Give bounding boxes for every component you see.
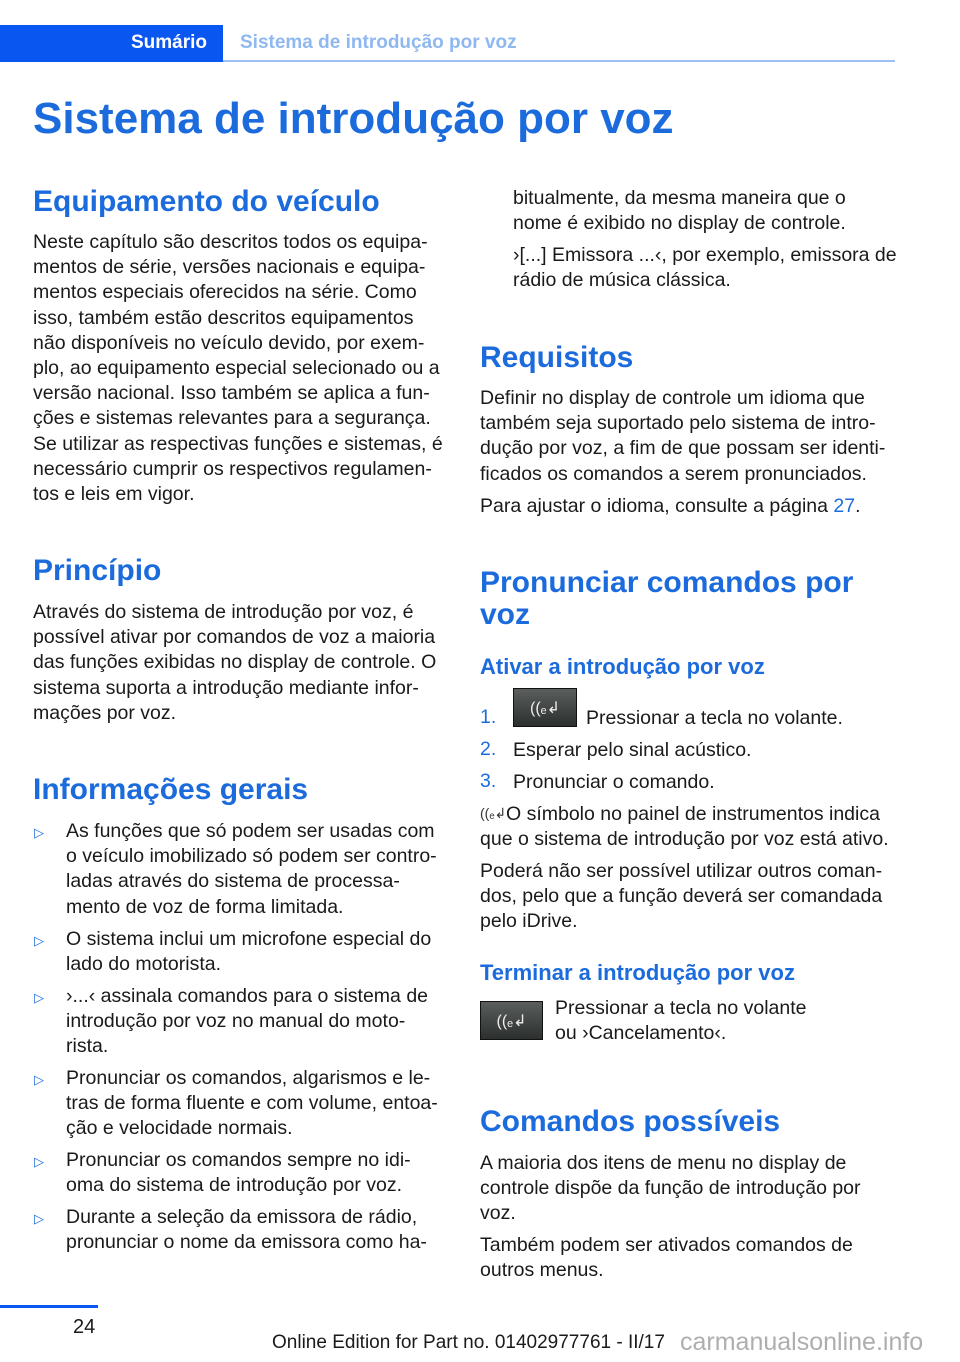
text-line: sistema suporta a introdução mediante infor- <box>33 676 419 699</box>
text-line: o veículo imobilizado só podem ser contro- <box>66 845 437 868</box>
bullet-icon: ▷ <box>34 1211 44 1226</box>
heading-principio: Princípio <box>33 554 162 587</box>
text-line: tras de forma fluente e com volume, entoa- <box>66 1092 438 1115</box>
breadcrumb[interactable]: Sistema de introdução por voz <box>240 32 517 53</box>
text-line: ções e sistemas relevantes para a segurança. <box>33 407 431 430</box>
bullet-icon: ▷ <box>34 990 44 1005</box>
text-line: ção e velocidade normais. <box>66 1117 293 1140</box>
footer-divider <box>0 1305 98 1308</box>
paragraph-comandos <box>480 1151 861 1227</box>
heading-terminar: Terminar a introdução por voz <box>480 960 795 985</box>
voice-button-image <box>513 688 577 727</box>
text-line: Poderá não ser possível utilizar outros coman- <box>480 860 883 882</box>
step-number: 2. <box>480 738 497 760</box>
paragraph-equipamento <box>33 230 443 507</box>
step-text: Esperar pelo sinal acústico. <box>513 739 752 761</box>
text-line: Pronunciar os comandos sempre no idi- <box>66 1149 411 1171</box>
voice-command-icon: ((ₑ↲ <box>529 699 560 717</box>
text-line: Neste capítulo são descritos todos os equipa- <box>33 231 428 253</box>
text-line: ›[...] Emissora ...‹, por exemplo, emissora de <box>513 244 897 266</box>
text-line: bitualmente, da mesma maneira que o <box>513 187 846 209</box>
heading-line: Pronunciar comandos por <box>480 566 854 599</box>
text-line: As funções que só podem ser usadas com <box>66 820 435 842</box>
text-line: introdução por voz no manual do moto- <box>66 1010 406 1033</box>
text-line: mações por voz. <box>33 701 177 724</box>
text-line: Definir no display de controle um idioma que <box>480 387 865 409</box>
list-item <box>66 1148 411 1198</box>
paragraph-emissora <box>513 243 897 293</box>
text-line: também seja suportado pelo sistema de intro- <box>480 412 876 435</box>
list-item <box>66 1205 427 1255</box>
text-line: O sistema inclui um microfone especial do <box>66 928 432 950</box>
edition-text: Online Edition for Part no. 01402977761 - II/17 <box>272 1332 665 1353</box>
paragraph-principio <box>33 600 436 726</box>
voice-command-icon: ((ₑ↲ <box>496 1012 527 1030</box>
page-link[interactable]: 27 <box>833 495 856 517</box>
text-line: mentos especiais oferecidos na série. Como <box>33 281 417 304</box>
text-line: voz. <box>480 1202 516 1225</box>
paragraph-idioma <box>480 494 861 519</box>
page-number: 24 <box>73 1316 96 1338</box>
text-line: isso, também estão descritos equipamentos <box>33 306 414 329</box>
paragraph-terminar <box>555 996 806 1046</box>
text-line: pelo iDrive. <box>480 910 578 933</box>
step-text: Pressionar a tecla no volante. <box>586 707 843 729</box>
text-line: nome é exibido no display de controle. <box>513 212 846 235</box>
text-line: O símbolo no painel de instrumentos indica <box>506 803 880 825</box>
heading-ativar: Ativar a introdução por voz <box>480 654 765 679</box>
text: Para ajustar o idioma, consulte a página <box>480 495 834 517</box>
text-line: que o sistema de introdução por voz está ativo. <box>480 828 889 851</box>
nav-tab-sumario[interactable] <box>0 25 223 62</box>
text-line: pronunciar o nome da emissora como ha- <box>66 1231 427 1254</box>
text-line: outros menus. <box>480 1259 604 1282</box>
text-line: das funções exibidas no display de controle. O <box>33 651 437 674</box>
text-line: Se utilizar as respectivas funções e sistemas, é <box>33 432 443 455</box>
voice-button-image <box>480 1001 543 1040</box>
list-item <box>66 819 437 920</box>
bullet-icon: ▷ <box>34 1154 44 1169</box>
text-line: Pressionar a tecla no volante <box>555 997 807 1019</box>
text-line: possível ativar por comandos de voz a maioria <box>33 626 436 649</box>
text-line: mento de voz de forma limitada. <box>66 895 344 918</box>
list-item <box>66 927 431 977</box>
step-text: Pronunciar o comando. <box>513 771 715 793</box>
text-line: A maioria dos itens de menu no display de <box>480 1152 847 1174</box>
text-line: Também podem ser ativados comandos de <box>480 1234 853 1256</box>
list-item <box>66 1066 438 1142</box>
page-title: Sistema de introdução por voz <box>33 94 674 143</box>
paragraph-requisitos <box>480 386 885 487</box>
text-line: rista. <box>66 1035 109 1058</box>
text-line: dução por voz, a fim de que possam ser identi- <box>480 437 886 460</box>
list-item <box>66 984 428 1060</box>
text-line: ficados os comandos a serem pronunciados. <box>480 462 867 485</box>
bullet-icon: ▷ <box>34 825 44 840</box>
text-line: rádio de música clássica. <box>513 269 731 292</box>
text-line: mentos de série, versões nacionais e equipa- <box>33 256 426 279</box>
text-line: ou ›Cancelamento‹. <box>555 1022 727 1045</box>
text-line: versão nacional. Isso também se aplica a fun- <box>33 382 430 405</box>
text-line: Durante a seleção da emissora de rádio, <box>66 1206 418 1228</box>
text-line: controle dispõe da função de introdução por <box>480 1177 861 1200</box>
text-line: não disponíveis no veículo devido, por exem- <box>33 331 425 354</box>
text-line: Através do sistema de introdução por voz, é <box>33 601 414 623</box>
bullet-icon: ▷ <box>34 1072 44 1087</box>
paragraph-symbol <box>480 802 889 852</box>
paragraph-continuation <box>513 186 846 236</box>
heading-comandos: Comandos possíveis <box>480 1105 781 1138</box>
text-line: necessário cumprir os respectivos regulamen- <box>33 457 432 480</box>
voice-active-symbol-icon: ((ₑ↲ <box>480 805 507 821</box>
text-line: tos e leis em vigor. <box>33 483 195 506</box>
text-line: ›...‹ assinala comandos para o sistema de <box>66 985 429 1007</box>
nav-tab-label: Sumário <box>130 32 207 53</box>
heading-pronunciar <box>480 567 853 631</box>
text-line: oma do sistema de introdução por voz. <box>66 1174 403 1197</box>
text-line: dos, pelo que a função deverá ser comandada <box>480 885 883 908</box>
heading-equipamento: Equipamento do veículo <box>33 185 380 218</box>
heading-informacoes: Informações gerais <box>33 773 309 806</box>
watermark: carmanualsonline.info <box>680 1328 924 1356</box>
step-number: 1. <box>480 706 497 728</box>
paragraph-outros-menus <box>480 1233 853 1283</box>
step-number: 3. <box>480 770 497 792</box>
heading-requisitos: Requisitos <box>480 341 634 374</box>
bullet-icon: ▷ <box>34 933 44 948</box>
paragraph-idrive <box>480 859 882 935</box>
header-divider <box>223 60 895 62</box>
text-line: lado do motorista. <box>66 953 222 976</box>
text: . <box>855 495 861 517</box>
text-line: Pronunciar os comandos, algarismos e le- <box>66 1067 431 1089</box>
heading-line: voz <box>480 598 531 631</box>
text-line: plo, ao equipamento especial selecionado ou a <box>33 357 440 380</box>
text-line: ladas através do sistema de processa- <box>66 870 400 893</box>
